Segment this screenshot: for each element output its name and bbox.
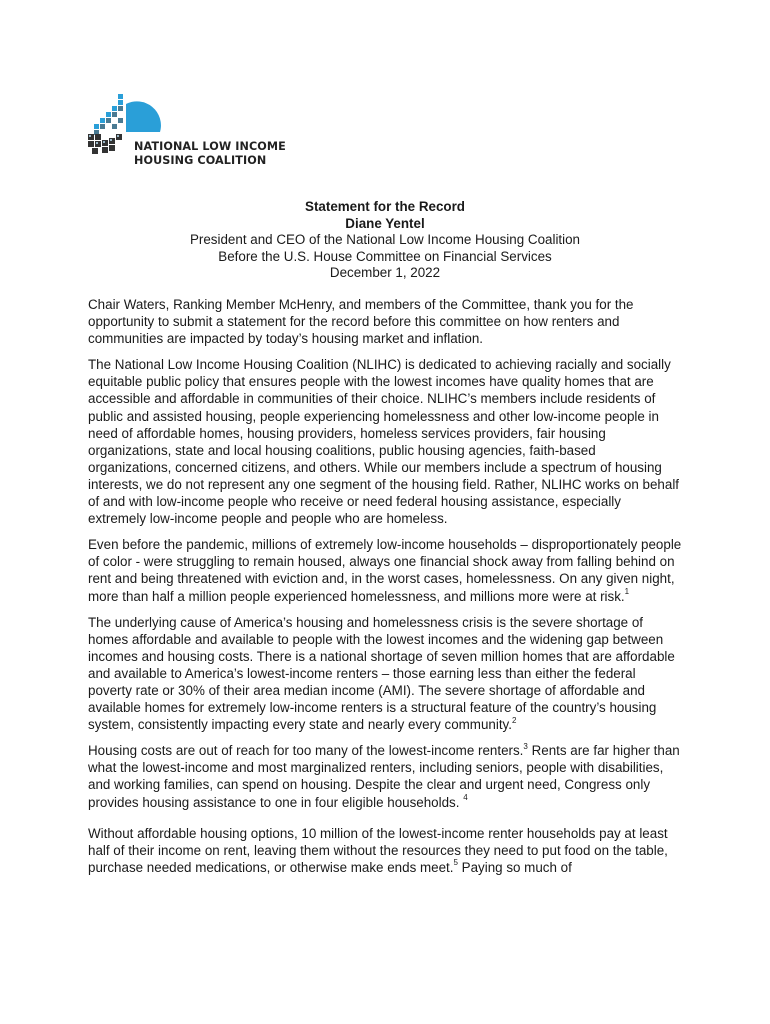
paragraph-1 bbox=[88, 296, 682, 347]
paragraph-text: Paying so much of bbox=[457, 859, 572, 875]
statement-header bbox=[88, 199, 682, 282]
paragraph-2 bbox=[88, 356, 682, 527]
paragraph-5 bbox=[88, 742, 682, 810]
paragraph-4 bbox=[88, 614, 682, 734]
paragraph-3 bbox=[88, 536, 682, 604]
paragraph-text: The underlying cause of America’s housing and homelessness crisis is the severe shortage of homes affordable and available to people with the lowest incomes and the widening gap between incomes and housing costs. There is a national shortage of seven million homes that are affordable and available to America’s lowest-income renters – those earning less than either the federal poverty rate or 30% of their area median income (AMI). The severe shortage of affordable and available homes for extremely low-income renters is a structural feature of the country’s housing system, consistently impacting every state and nearly every community. bbox=[88, 614, 675, 733]
footnote-ref-2[interactable]: 2 bbox=[511, 715, 517, 725]
paragraph-text: Without affordable housing options, 10 million of the lowest-income renter households pay at least half of their income on rent, leaving them without the resources they need to put food on the table, purchase needed medications, or otherwise make ends meet. bbox=[88, 825, 668, 875]
paragraph-text: The National Low Income Housing Coalition (NLIHC) is dedicated to achieving racially and socially equitable public policy that ensures people with the lowest incomes have quality homes that are accessible and affordable in communities of their choice. NLIHC’s members include residents of public and assisted housing, people experiencing homelessness and other low-income people in need of affordable homes, housing providers, homeless services providers, fair housing organizations, state and local housing coalitions, public housing agencies, faith-based organizations, concerned citizens, and others. While our members include a spectrum of housing interests, we do not represent any one segment of the housing field. Rather, NLIHC works on behalf of and with low-income people who receive or need federal housing assistance, especially extremely low-income people and people who are homeless. bbox=[88, 357, 680, 527]
hearing-venue: Before the U.S. House Committee on Financial Services bbox=[218, 248, 552, 264]
paragraph-text: Rents are far higher than what the lowest-income and most marginalized renters, including seniors, people with disabilities, and working families, can spend on housing. Despite the clear and urgent need, Congress only provides housing assistance to one in four eligible households. bbox=[88, 743, 680, 810]
footnote-ref-4[interactable]: 4 bbox=[463, 793, 468, 803]
paragraph-6 bbox=[88, 825, 682, 876]
footnote-ref-5[interactable]: 5 bbox=[453, 858, 458, 868]
speaker-name: Diane Yentel bbox=[345, 215, 425, 231]
statement-body bbox=[88, 296, 682, 885]
logo-line-2: HOUSING COALITION bbox=[134, 154, 267, 167]
footnote-ref-1[interactable]: 1 bbox=[624, 587, 630, 597]
speaker-role: President and CEO of the National Low Income Housing Coalition bbox=[189, 232, 581, 247]
footnote-ref-3[interactable]: 3 bbox=[523, 741, 528, 751]
paragraph-text: Chair Waters, Ranking Member McHenry, and members of the Committee, thank you for the opportunity to submit a statement for the record before this committee on how renters and communities are impacted by today’s housing market and inflation. bbox=[88, 297, 634, 347]
logo-wordmark bbox=[134, 140, 286, 168]
logo-line-1: NATIONAL LOW INCOME bbox=[134, 140, 286, 153]
nlihc-logo bbox=[88, 94, 288, 170]
paragraph-text: Even before the pandemic, millions of extremely low-income households – disproportionately people of color - were struggling to remain housed, always one financial shock away from falling behind on rent and being threatened with eviction and, in the worst cases, homelessness. On any given night, more than half a million people experienced homelessness, and millions more were at risk. bbox=[88, 537, 682, 604]
statement-title: Statement for the Record bbox=[305, 199, 465, 214]
paragraph-text: Housing costs are out of reach for too many of the lowest-income renters. bbox=[88, 743, 524, 759]
statement-date: December 1, 2022 bbox=[329, 265, 441, 280]
